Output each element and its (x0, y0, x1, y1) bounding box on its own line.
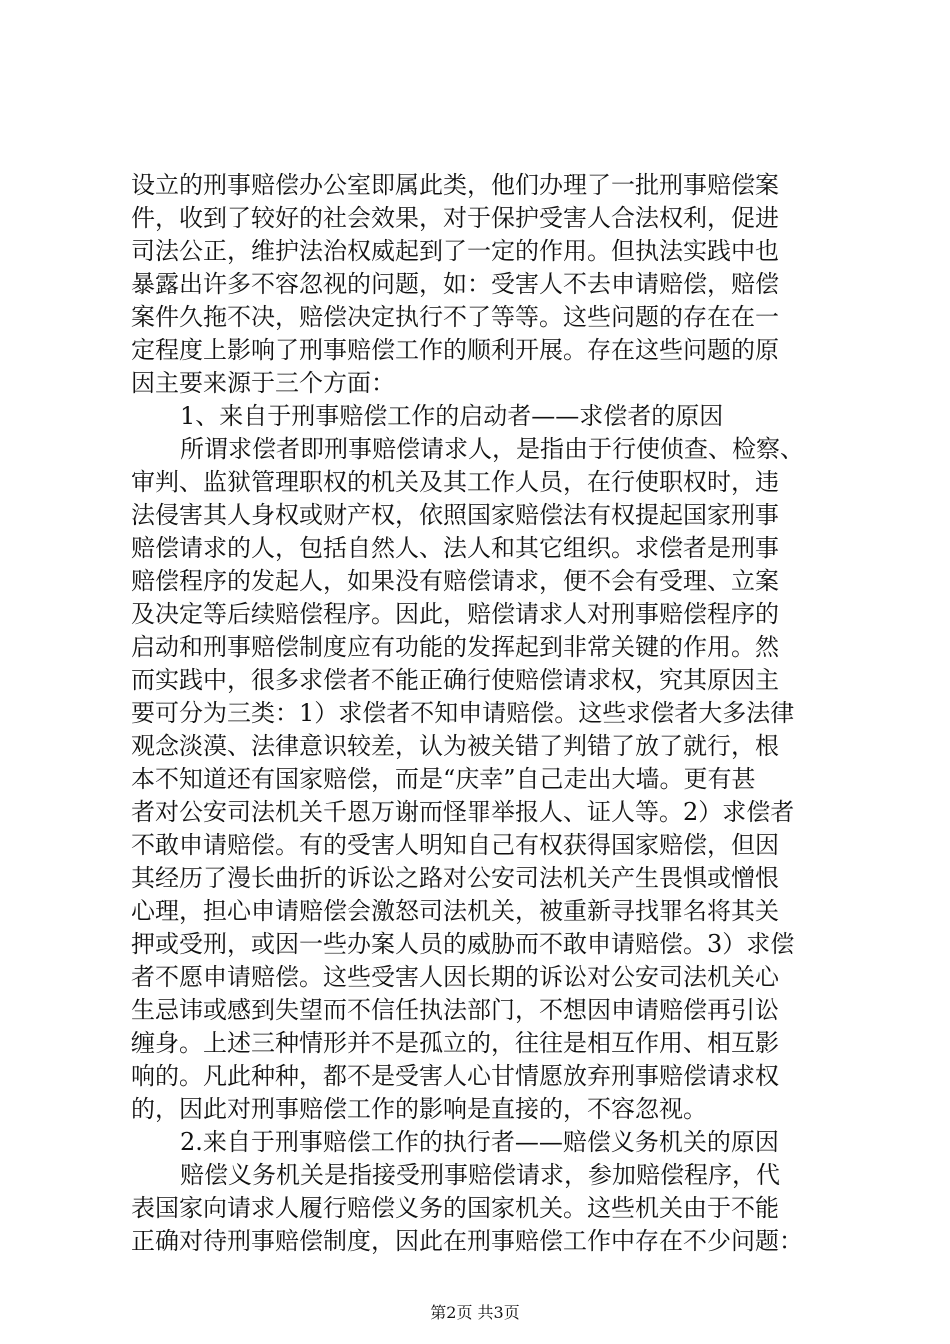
text-line: 因主要来源于三个方面： (131, 369, 395, 397)
text-line: 所谓求偿者即刑事赔偿请求人，是指由于行使侦查、检察、 (180, 435, 804, 463)
text-line: 司法公正，维护法治权威起到了一定的作用。但执法实践中也 (131, 237, 779, 265)
text-line: 赔偿义务机关是指接受刑事赔偿请求，参加赔偿程序，代 (180, 1161, 780, 1189)
text-line: 及决定等后续赔偿程序。因此，赔偿请求人对刑事赔偿程序的 (131, 600, 779, 628)
text-line: 者不愿申请赔偿。这些受害人因长期的诉讼对公安司法机关心 (131, 963, 779, 991)
text-line: 缠身。上述三种情形并不是孤立的，往往是相互作用、相互影 (131, 1029, 779, 1057)
text-line: 案件久拖不决，赔偿决定执行不了等等。这些问题的存在在一 (131, 303, 779, 331)
page-footer: 第2页 共3页 (430, 1303, 520, 1322)
text-line: 其经历了漫长曲折的诉讼之路对公安司法机关产生畏惧或憎恨 (131, 864, 779, 892)
text-line: 设立的刑事赔偿办公室即属此类，他们办理了一批刑事赔偿案 (131, 171, 779, 199)
text-line: 心理，担心申请赔偿会激怒司法机关，被重新寻找罪名将其关 (131, 897, 779, 925)
text-line: 押或受刑，或因一些办案人员的威胁而不敢申请赔偿。3）求偿 (131, 930, 795, 958)
text-line: 法侵害其人身权或财产权，依照国家赔偿法有权提起国家刑事 (131, 501, 779, 529)
text-line: 的，因此对刑事赔偿工作的影响是直接的，不容忽视。 (131, 1095, 707, 1123)
text-line: 而实践中，很多求偿者不能正确行使赔偿请求权，究其原因主 (131, 666, 779, 694)
text-line: 件，收到了较好的社会效果，对于保护受害人合法权利，促进 (131, 204, 779, 232)
text-line: 审判、监狱管理职权的机关及其工作人员，在行使职权时，违 (131, 468, 779, 496)
section-heading: 1、来自于刑事赔偿工作的启动者——求偿者的原因 (180, 402, 724, 430)
text-line: 观念淡漠、法律意识较差，认为被关错了判错了放了就行，根 (131, 732, 779, 760)
text-line: 暴露出许多不容忽视的问题，如：受害人不去申请赔偿，赔偿 (131, 270, 779, 298)
text-line: 不敢申请赔偿。有的受害人明知自己有权获得国家赔偿，但因 (131, 831, 779, 859)
text-line: 本不知道还有国家赔偿，而是“庆幸”自己走出大墙。更有甚 (131, 765, 756, 793)
text-line: 定程度上影响了刑事赔偿工作的顺利开展。存在这些问题的原 (131, 336, 779, 364)
text-line: 生忌讳或感到失望而不信任执法部门，不想因申请赔偿再引讼 (131, 996, 779, 1024)
section-heading: 2.来自于刑事赔偿工作的执行者——赔偿义务机关的原因 (180, 1128, 779, 1156)
text-line: 表国家向请求人履行赔偿义务的国家机关。这些机关由于不能 (131, 1194, 779, 1222)
text-line: 正确对待刑事赔偿制度，因此在刑事赔偿工作中存在不少问题： (131, 1227, 803, 1255)
text-line: 者对公安司法机关千恩万谢而怪罪举报人、证人等。2）求偿者 (131, 798, 795, 826)
text-line: 赔偿请求的人，包括自然人、法人和其它组织。求偿者是刑事 (131, 534, 779, 562)
text-line: 启动和刑事赔偿制度应有功能的发挥起到非常关键的作用。然 (131, 633, 779, 661)
text-line: 要可分为三类：1）求偿者不知申请赔偿。这些求偿者大多法律 (131, 699, 795, 727)
text-line: 赔偿程序的发起人，如果没有赔偿请求，便不会有受理、立案 (131, 567, 779, 595)
text-line: 响的。凡此种种，都不是受害人心甘情愿放弃刑事赔偿请求权 (131, 1062, 779, 1090)
